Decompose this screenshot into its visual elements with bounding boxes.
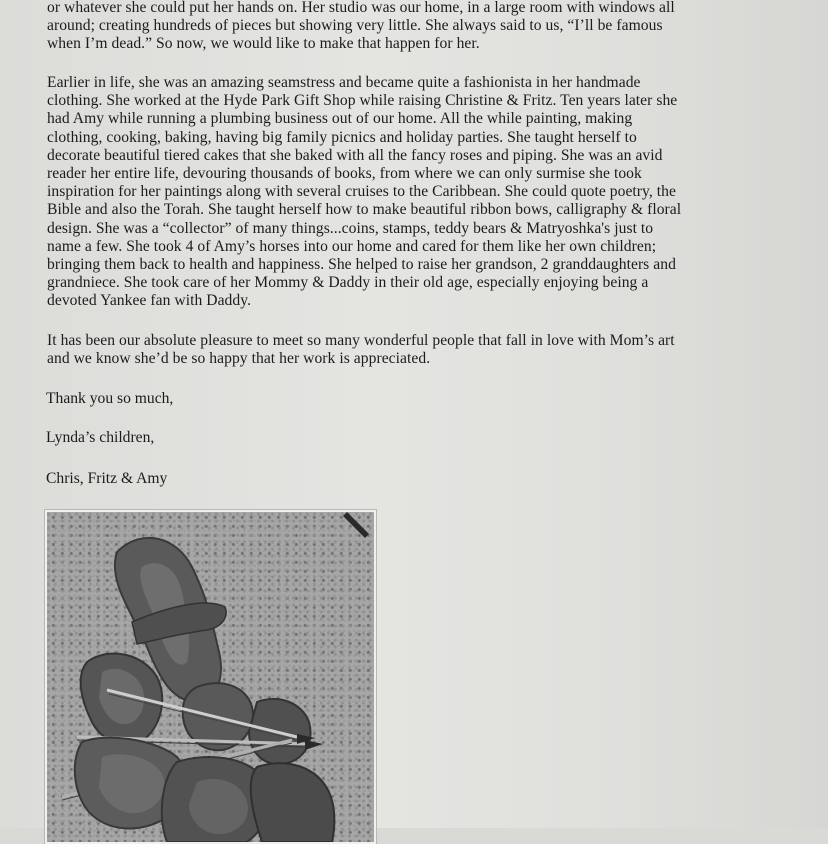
signoff-line: Lynda’s children,	[46, 429, 155, 446]
text-line: reader her entire life, devouring thousands of books, from where we can only surmise she took	[47, 165, 642, 183]
text-line: It has been our absolute pleasure to meet so many wonderful people that fall in love with Mom’s art	[47, 332, 675, 349]
text-line: clothing. She worked at the Hyde Park Gift Shop while raising Christine & Fritz. Ten years later she	[47, 92, 678, 110]
text-line: devoted Yankee fan with Daddy.	[47, 292, 252, 310]
text-line: inspiration for her paintings along with several cruises to the Caribbean. She could quote poetry, the	[47, 183, 676, 201]
text-line: name a few. She took 4 of Amy’s horses into our home and cared for them like her own children;	[47, 237, 657, 255]
text-line: bringing them back to health and happiness. She helped to raise her grandson, 2 granddaughters and	[47, 256, 676, 274]
signature-names: Chris, Fritz & Amy	[46, 470, 168, 487]
text-line: decorate beautiful tiered cakes that she baked with all the fancy roses and piping. She was an avid	[47, 146, 663, 164]
text-line: clothing, cooking, baking, having big family picnics and holiday parties. She taught herself to	[47, 128, 637, 146]
text-line: had Amy while running a plumbing business out of our home. All the while painting, making	[47, 110, 633, 128]
text-line: and we know she’d be so happy that her work is appreciated.	[47, 350, 431, 368]
text-line: around; creating hundreds of pieces but showing very little. She always said to us, “I’ll be famous	[47, 17, 663, 35]
sculpture-illustration	[47, 512, 374, 842]
sculpture-photo	[45, 510, 376, 844]
paragraph-studio	[47, 0, 747, 54]
text-line: Bible and also the Torah. She taught herself how to make beautiful ribbon bows, calligraphy & floral	[47, 201, 682, 219]
text-line: or whatever she could put her hands on. Her studio was our home, in a large room with windows all	[47, 0, 675, 16]
text-line: design. She was a “collector” of many things...coins, stamps, teddy bears & Matryoshka's just to	[47, 219, 654, 237]
text-line: grandniece. She took care of her Mommy & Daddy in their old age, especially enjoying being a	[47, 274, 649, 292]
closing-line: Thank you so much,	[46, 390, 174, 407]
text-line: when I’m dead.” So now, we would like to make that happen for her.	[47, 35, 480, 53]
paragraph-gratitude	[47, 332, 747, 368]
paragraph-life-story	[47, 74, 747, 311]
text-line: Earlier in life, she was an amazing seamstress and became quite a fashionista in her handmade	[47, 74, 641, 91]
